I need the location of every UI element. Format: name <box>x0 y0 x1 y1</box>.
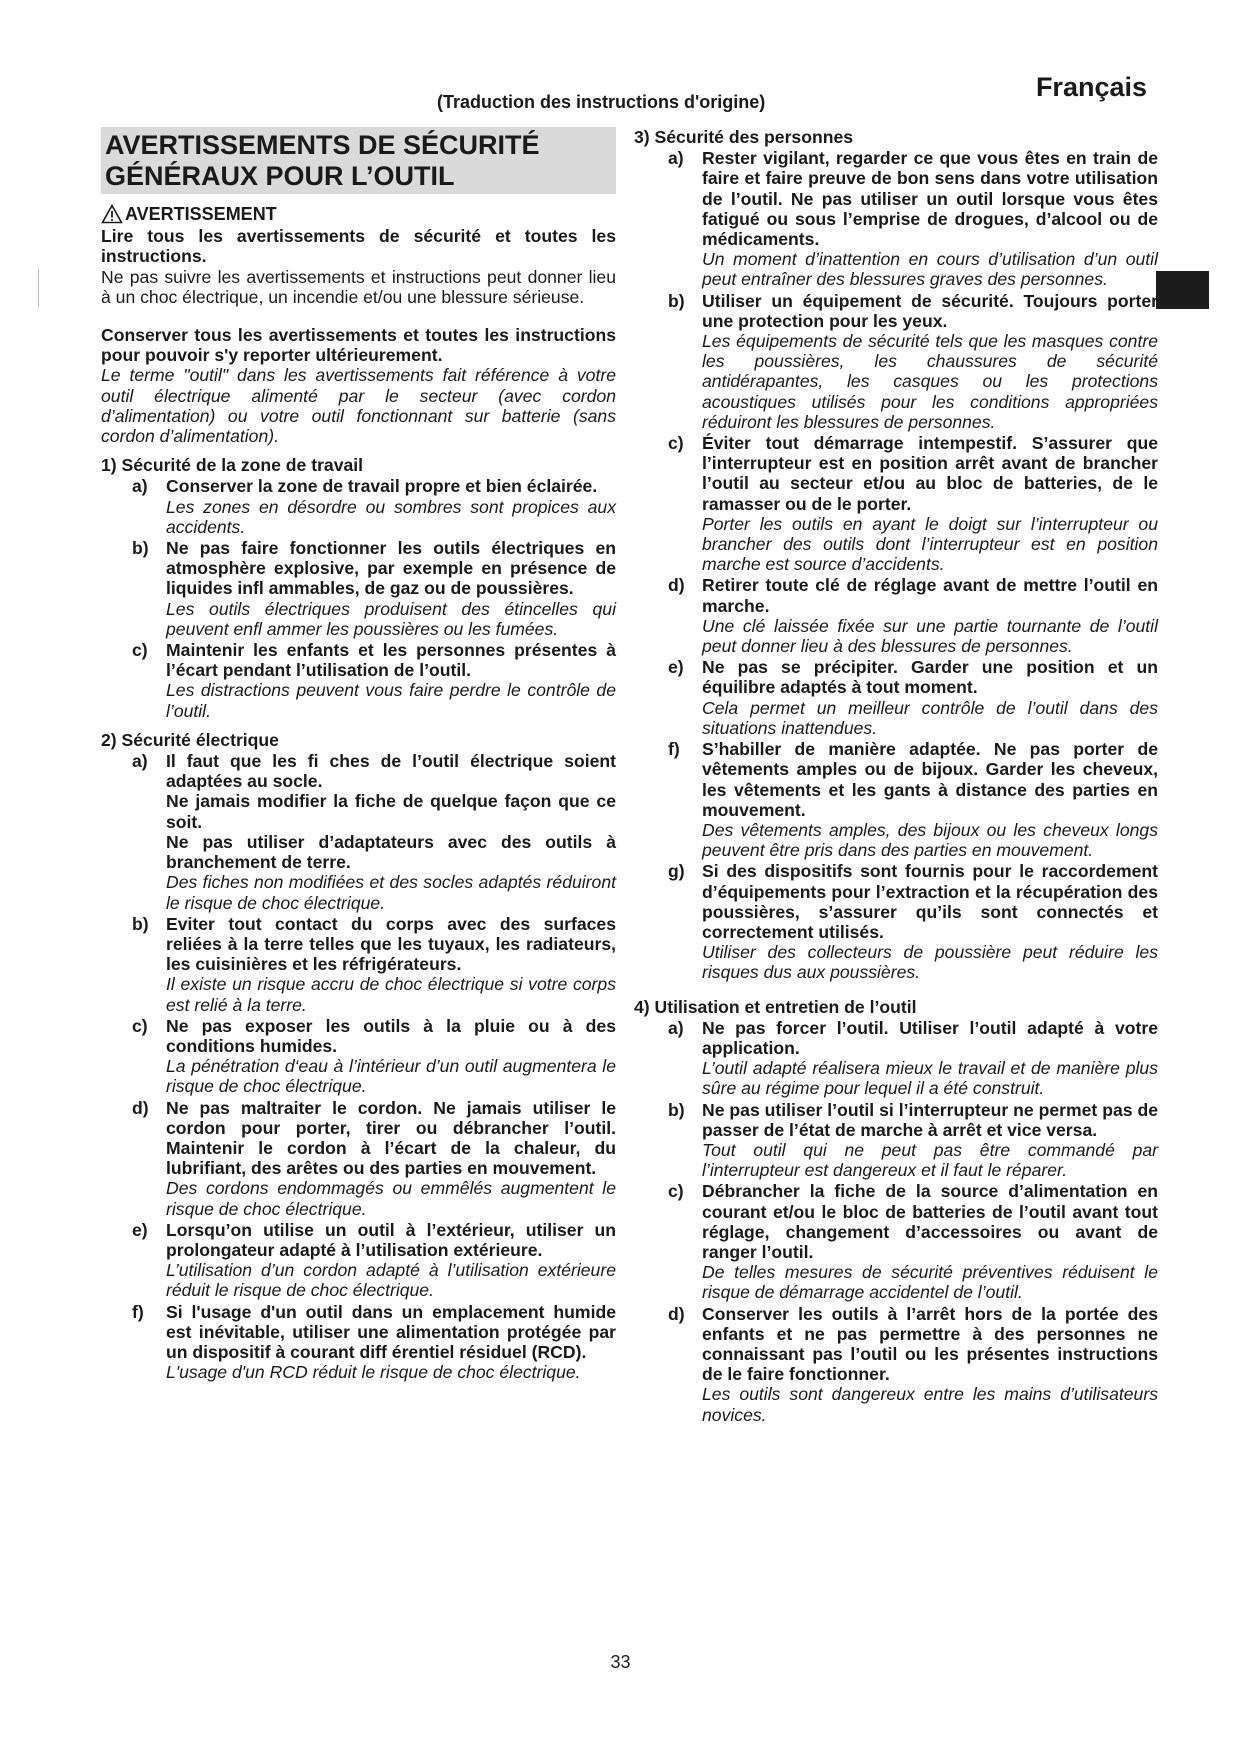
item-italic: Les outils sont dangereux entre les mains d’utilisateurs novices. <box>702 1384 1158 1425</box>
intro-bold: Lire tous les avertissements de sécurité et toutes les instructions. <box>101 226 616 267</box>
s3-item-d <box>668 575 1158 656</box>
item-label: c) <box>668 1181 684 1202</box>
item-label: b) <box>668 290 685 311</box>
item-label: b) <box>132 538 149 559</box>
item-italic: De telles mesures de sécurité préventives réduisent le risque de démarrage accidentel de l’outil. <box>702 1262 1158 1303</box>
margin-mark <box>38 268 39 308</box>
s1-item-c <box>132 640 616 721</box>
item-label: a) <box>668 1017 684 1038</box>
s2-item-b <box>132 914 616 1015</box>
s3-item-a <box>668 148 1158 289</box>
item-label: b) <box>668 1099 685 1120</box>
item-italic: Des fiches non modifiées et des socles adaptés réduiront le risque de choc électrique. <box>166 872 616 913</box>
s3-item-g <box>668 861 1158 982</box>
item-italic: Tout outil qui ne peut pas être commandé par l’interrupteur est dangereux et il faut le réparer. <box>702 1139 1158 1181</box>
item-label: c) <box>132 640 148 661</box>
s3-item-c <box>668 433 1158 574</box>
s4-item-c <box>668 1181 1158 1302</box>
item-bold: Rester vigilant, regarder ce que vous êtes en train de faire et faire preuve de bon sens dans votre utilisation de l’outil. Ne pas utiliser un outil lorsque vous êtes fatigué ou sous l’emprise de drogues, d’alcool ou de médicaments. <box>702 148 1158 250</box>
item-bold: Si l'usage d'un outil dans un emplacement humide est inévitable, utiliser une alimentation protégée par un dispositif à courant diff érentiel résiduel (RCD). <box>166 1301 616 1362</box>
item-italic: Les distractions peuvent vous faire perdre le contrôle de l’outil. <box>166 680 616 721</box>
item-italic: Des cordons endommagés ou emmêlés augmentent le risque de choc électrique. <box>166 1178 616 1219</box>
item-bold: Ne pas forcer l’outil. Utiliser l’outil adapté à votre application. <box>702 1017 1158 1058</box>
item-label: e) <box>668 657 684 678</box>
s4-item-a <box>668 1018 1158 1099</box>
item-label: f) <box>132 1301 144 1322</box>
item-label: a) <box>668 148 684 169</box>
warning-heading <box>101 204 616 224</box>
item-italic: Utiliser des collecteurs de poussière peut réduire les risques dus aux poussières. <box>702 942 1158 983</box>
item-bold: Si des dispositifs sont fournis pour le raccordement d’équipements pour l’extraction et la récupération des poussières, s’assurer qu’ils sont connectés et correctement utilisés. <box>702 861 1158 942</box>
item-italic: Une clé laissée fixée sur une partie tournante de l’outil peut donner lieu à des blessures de personnes. <box>702 615 1158 657</box>
item-bold: Ne pas se précipiter. Garder une position et un équilibre adaptés à tout moment. <box>702 657 1158 698</box>
item-label: c) <box>132 1015 148 1036</box>
s2-item-f <box>132 1302 616 1383</box>
item-label: d) <box>132 1097 149 1118</box>
item-bold: Utiliser un équipement de sécurité. Toujours porter une protection pour les yeux. <box>702 290 1158 331</box>
item-bold: Ne pas utiliser l’outil si l’interrupteur ne permet pas de passer de l’état de marche à arrêt et vice versa. <box>702 1099 1158 1140</box>
s3-item-e <box>668 657 1158 738</box>
translation-note: (Traduction des instructions d'origine) <box>437 92 766 112</box>
item-italic: Les zones en désordre ou sombres sont propices aux accidents. <box>166 496 616 537</box>
item-label: d) <box>668 575 685 596</box>
item-bold: S’habiller de manière adaptée. Ne pas porter de vêtements amples ou de bijoux. Garder les cheveux, les vêtements et les gants à distance des parties en mouvement. <box>702 739 1158 820</box>
item-bold: Éviter tout démarrage intempestif. S’assurer que l’interrupteur est en position arrêt avant de brancher l’outil au secteur et/ou au bloc de batteries, de le ramasser ou de le porter. <box>702 433 1158 514</box>
item-italic: Porter les outils en ayant le doigt sur l’interrupteur ou brancher des outils dont l’interrupteur est en position marche est source d’accidents. <box>702 513 1158 575</box>
item-italic: Les équipements de sécurité tels que les masques contre les poussières, les chaussures de sécurité antidérapantes, les casques ou les protections acoustiques utilisés pour les conditions appropriées réduiront les blessures de personnes. <box>702 331 1158 432</box>
s1-item-a <box>132 476 616 537</box>
s3-item-b <box>668 291 1158 432</box>
section-banner: AVERTISSEMENTS DE SÉCURITÉ GÉNÉRAUX POUR L’OUTIL <box>101 127 616 194</box>
item-bold: Ne pas maltraiter le cordon. Ne jamais utiliser le cordon pour porter, tirer ou débrancher l’outil. Maintenir le cordon à l’écart de la chaleur, du lubrifiant, des arêtes ou des parties en mouvement. <box>166 1097 616 1179</box>
item-bold: Conserver la zone de travail propre et bien éclairée. <box>166 476 598 497</box>
item-italic: L'usage d'un RCD réduit le risque de choc électrique. <box>166 1362 581 1383</box>
item-bold: Il faut que les fi ches de l’outil électrique soient adaptées au socle. <box>166 751 616 792</box>
item-label: b) <box>132 913 149 934</box>
language-thumb-tab <box>1156 271 1209 309</box>
section-1-title: 1) Sécurité de la zone de travail <box>101 455 364 476</box>
s2-item-a <box>132 751 616 913</box>
item-label: c) <box>668 433 684 454</box>
s1-item-b <box>132 538 616 639</box>
item-italic: Il existe un risque accru de choc électrique si votre corps est relié à la terre. <box>166 974 616 1015</box>
left-column <box>101 127 616 1382</box>
item-label: d) <box>668 1303 685 1324</box>
item-bold: Ne pas utiliser d’adaptateurs avec des outils à branchement de terre. <box>166 831 616 873</box>
section-2-title: 2) Sécurité électrique <box>101 729 279 750</box>
s2-item-d <box>132 1098 616 1219</box>
keep-instructions-bold: Conserver tous les avertissements et toutes les instructions pour pouvoir s'y reporter ultérieurement. <box>101 325 616 366</box>
s2-item-c <box>132 1016 616 1097</box>
item-label: f) <box>668 739 680 760</box>
item-label: a) <box>132 476 148 497</box>
section-3-title: 3) Sécurité des personnes <box>634 127 854 147</box>
item-bold: Eviter tout contact du corps avec des surfaces reliées à la terre telles que les tuyaux, les radiateurs, les cuisinières et les réfrigérateurs. <box>166 913 616 975</box>
warning-triangle-icon <box>101 204 123 224</box>
item-italic: Les outils électriques produisent des étincelles qui peuvent enfl ammer les poussières ou les fumées. <box>166 598 616 639</box>
section-4-title: 4) Utilisation et entretien de l’outil <box>634 996 917 1017</box>
item-italic: L’utilisation d’un cordon adapté à l’utilisation extérieure réduit le risque de choc électrique. <box>166 1260 616 1301</box>
s2-item-e <box>132 1220 616 1301</box>
right-column <box>634 127 1158 1425</box>
s4-item-b <box>668 1100 1158 1181</box>
item-bold: Lorsqu’on utilise un outil à l’extérieur, utiliser un prolongateur adapté à l’utilisation extérieure. <box>166 1219 616 1260</box>
item-bold: Retirer toute clé de réglage avant de mettre l’outil en marche. <box>702 575 1158 616</box>
item-italic: Des vêtements amples, des bijoux ou les cheveux longs peuvent être pris dans des parties en mouvement. <box>702 819 1158 861</box>
warning-label: AVERTISSEMENT <box>125 204 277 224</box>
item-label: a) <box>132 751 148 772</box>
s3-item-f <box>668 739 1158 860</box>
intro-text: Ne pas suivre les avertissements et instructions peut donner lieu à un choc électrique, un incendie et/ou une blessure sérieuse. <box>101 266 616 307</box>
item-bold: Conserver les outils à l’arrêt hors de la portée des enfants et ne pas permettre à des personnes ne connaissant pas l’outil ou les présentes instructions de le faire fonctionner. <box>702 1303 1158 1385</box>
item-italic: La pénétration d‘eau à l’intérieur d’un outil augmentera le risque de choc électrique. <box>166 1056 616 1097</box>
item-italic: L’outil adapté réalisera mieux le travail et de manière plus sûre au régime pour lequel il a été construit. <box>702 1058 1158 1099</box>
item-bold: Ne jamais modifier la fiche de quelque façon que ce soit. <box>166 791 616 832</box>
page-number: 33 <box>610 1652 631 1672</box>
item-bold: Ne pas exposer les outils à la pluie ou à des conditions humides. <box>166 1015 616 1056</box>
item-label: g) <box>668 861 685 882</box>
item-italic: Un moment d’inattention en cours d’utilisation d’un outil peut entraîner des blessures graves des personnes. <box>702 249 1158 290</box>
language-label: Français <box>1035 72 1147 102</box>
item-bold: Maintenir les enfants et les personnes présentes à l’écart pendant l’utilisation de l’outil. <box>166 640 616 681</box>
item-bold: Débrancher la fiche de la source d’alimentation en courant et/ou le bloc de batteries de l’outil avant tout réglage, changement d’accessoires ou avant de ranger l’outil. <box>702 1181 1158 1262</box>
item-bold: Ne pas faire fonctionner les outils électriques en atmosphère explosive, par exemple en présence de liquides infl ammables, de gaz ou de poussières. <box>166 538 616 599</box>
s4-item-d <box>668 1304 1158 1425</box>
item-label: e) <box>132 1219 148 1240</box>
item-italic: Cela permet un meilleur contrôle de l’outil dans des situations inattendues. <box>702 697 1158 738</box>
tool-term-definition: Le terme "outil" dans les avertissements fait référence à votre outil électrique alimenté par le secteur (avec cordon d’alimentation) ou votre outil fonctionnant sur batterie (sans cordon d’alimentation). <box>101 365 616 447</box>
